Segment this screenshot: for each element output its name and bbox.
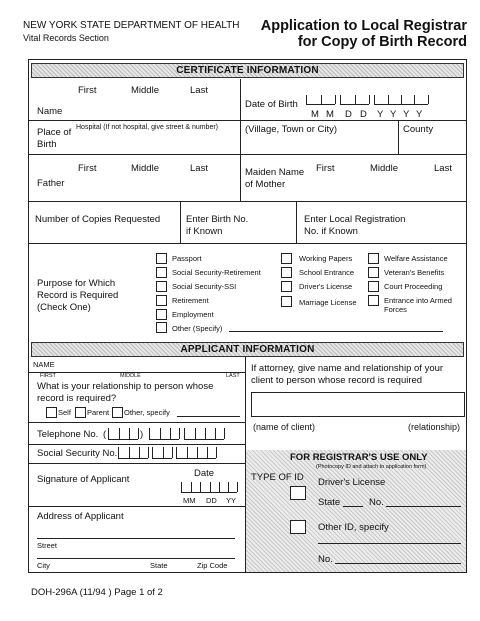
birth-no-label2: if Known (186, 226, 223, 237)
dob-letter-y1: Y (377, 109, 384, 120)
place-of-birth-label: Place of (37, 127, 72, 138)
reg-no2-label: No. (318, 554, 333, 565)
reg-no-label: No. (369, 497, 384, 508)
other-id-line[interactable] (318, 543, 461, 544)
welfare-label: Welfare Assistance (384, 254, 448, 263)
other-id-box[interactable] (290, 520, 306, 534)
dob-letter-d2: D (360, 109, 367, 120)
mother-first-label: First (316, 163, 335, 174)
village-label: (Village, Town or City) (245, 124, 338, 135)
armed-forces-label: Entrance into Armed (384, 296, 452, 305)
veterans-checkbox[interactable] (368, 267, 379, 278)
dob-letter-m2: M (326, 109, 334, 120)
armed-forces-checkbox[interactable] (368, 295, 379, 306)
applicant-name-label: NAME (33, 360, 55, 369)
ssn-part1-boxes[interactable] (118, 447, 148, 459)
sign-date-label: Date (194, 468, 215, 479)
city-line[interactable] (37, 558, 235, 559)
marriage-license-checkbox[interactable] (281, 296, 292, 307)
area-code-boxes[interactable] (108, 428, 138, 440)
cert-middle-label: Middle (131, 85, 159, 96)
reg-no2-line[interactable] (335, 563, 461, 564)
dob-letter-y2: Y (390, 109, 397, 120)
relationship-question2: record is required? (37, 393, 117, 404)
school-entrance-checkbox[interactable] (281, 267, 292, 278)
self-label: Self (58, 408, 71, 417)
reg-no-line[interactable] (386, 506, 461, 507)
applicant-first-label: FIRST (40, 373, 56, 379)
sign-mm-label: MM (183, 496, 196, 505)
ssn-part3-boxes[interactable] (176, 447, 216, 459)
address-label: Address of Applicant (37, 511, 124, 522)
father-first-label: First (78, 163, 97, 174)
armed-forces-label2: Forces (384, 305, 407, 314)
father-label: Father (37, 178, 65, 189)
working-papers-label: Working Papers (299, 254, 353, 263)
tel-prefix-boxes[interactable] (149, 428, 179, 440)
street-label: Street (37, 541, 58, 550)
type-of-id-label: TYPE OF ID (251, 472, 304, 483)
certificate-band: CERTIFICATE INFORMATION (31, 63, 464, 78)
dob-label: Date of Birth (245, 99, 298, 110)
hospital-label: Hospital (If not hospital, give street & number) (76, 124, 219, 131)
agency-name: NEW YORK STATE DEPARTMENT OF HEALTH (23, 20, 240, 31)
other-id-label: Other ID, specify (318, 522, 389, 533)
working-papers-checkbox[interactable] (281, 253, 292, 264)
parent-checkbox[interactable] (75, 407, 86, 418)
dob-day-boxes[interactable] (340, 95, 369, 105)
child-name-label: Name (37, 106, 63, 117)
cert-last-label: Last (190, 85, 208, 96)
place-of-birth-label2: Birth (37, 139, 57, 150)
drivers-license-label: Driver's License (299, 282, 353, 291)
purpose-label2: Record is Required (37, 290, 119, 301)
other-relation-label: Other, specify (124, 408, 170, 417)
school-entrance-label: School Entrance (299, 268, 355, 277)
section-name: Vital Records Section (23, 33, 109, 43)
employment-label: Employment (172, 310, 214, 319)
employment-checkbox[interactable] (156, 309, 167, 320)
sign-yy-label: YY (226, 496, 237, 505)
local-reg-label: Enter Local Registration (304, 214, 406, 225)
attorney-instruction: If attorney, give name and relationship of your (251, 363, 444, 374)
photocopy-note: (Photocopy ID and attach to application form) (316, 464, 427, 470)
client-name-field[interactable] (251, 392, 465, 417)
relationship-question: What is your relationship to person whose (37, 381, 214, 392)
other-purpose-label: Other (Specify) (172, 324, 223, 333)
ss-ssi-checkbox[interactable] (156, 281, 167, 292)
other-relation-line[interactable] (177, 416, 240, 417)
father-last-label: Last (190, 163, 208, 174)
applicant-middle-label: MIDDLE (120, 373, 141, 379)
client-name-label: (name of client) (253, 422, 316, 432)
other-relation-checkbox[interactable] (112, 407, 123, 418)
passport-checkbox[interactable] (156, 253, 167, 264)
copies-label: Number of Copies Requested (35, 214, 161, 225)
ss-retirement-label: Social Security-Retirement (172, 268, 261, 277)
mother-middle-label: Middle (370, 163, 398, 174)
applicant-band: APPLICANT INFORMATION (31, 342, 464, 357)
sign-date-boxes[interactable] (181, 482, 237, 493)
dob-letter-d1: D (345, 109, 352, 120)
cert-first-label: First (78, 85, 97, 96)
self-checkbox[interactable] (46, 407, 57, 418)
court-label: Court Proceeding (384, 282, 443, 291)
other-purpose-line[interactable] (229, 331, 443, 332)
client-relationship-label: (relationship) (408, 422, 461, 432)
reg-state-line[interactable] (343, 506, 363, 507)
marriage-license-label: Marriage License (299, 298, 357, 307)
tel-open-paren: ( (103, 429, 107, 440)
passport-label: Passport (172, 254, 202, 263)
welfare-checkbox[interactable] (368, 253, 379, 264)
reg-drivers-license-label: Driver's License (318, 477, 386, 488)
zip-label: Zip Code (197, 561, 228, 570)
signature-label: Signature of Applicant (37, 474, 130, 485)
veterans-label: Veteran's Benefits (384, 268, 445, 277)
retirement-label: Retirement (172, 296, 209, 305)
reg-state-label: State (318, 497, 341, 508)
telephone-label: Telephone No. (37, 429, 99, 440)
parent-label: Parent (87, 408, 110, 417)
court-checkbox[interactable] (368, 281, 379, 292)
mother-last-label: Last (434, 163, 452, 174)
city-label: City (37, 561, 50, 570)
tel-close-paren: ) (140, 429, 144, 440)
form-id: DOH-296A (11/94 ) Page 1 of 2 (31, 587, 163, 598)
dob-letter-y3: Y (403, 109, 410, 120)
applicant-last-label: LAST (226, 373, 240, 379)
father-middle-label: Middle (131, 163, 159, 174)
ss-retirement-checkbox[interactable] (156, 267, 167, 278)
other-purpose-checkbox[interactable] (156, 322, 167, 333)
sign-dd-label: DD (206, 496, 217, 505)
tel-line-boxes[interactable] (184, 428, 224, 440)
registrar-band: FOR REGISTRAR'S USE ONLY (290, 452, 428, 463)
drivers-license-id-box[interactable] (290, 486, 306, 500)
dob-month-boxes[interactable] (306, 95, 335, 105)
ss-ssi-label: Social Security-SSI (172, 282, 237, 291)
form-title-line1: Application to Local Registrar (260, 18, 467, 34)
ssn-part2-boxes[interactable] (152, 447, 172, 459)
dob-letter-m1: M (311, 109, 319, 120)
ssn-label: Social Security No. (37, 448, 118, 459)
county-label: County (403, 124, 434, 135)
dob-letter-y4: Y (416, 109, 423, 120)
maiden-name-label: Maiden Name (245, 167, 305, 178)
state-label: State (150, 561, 168, 570)
retirement-checkbox[interactable] (156, 295, 167, 306)
street-line[interactable] (37, 538, 235, 539)
birth-no-label: Enter Birth No. (186, 214, 249, 225)
drivers-license-checkbox[interactable] (281, 281, 292, 292)
attorney-instruction2: client to person whose record is required (251, 375, 423, 386)
local-reg-label2: No. if Known (304, 226, 358, 237)
maiden-name-label2: of Mother (245, 179, 286, 190)
dob-year-boxes[interactable] (374, 95, 428, 105)
purpose-label: Purpose for Which (37, 278, 116, 289)
purpose-label3: (Check One) (37, 302, 91, 313)
form-title-line2: for Copy of Birth Record (297, 34, 467, 50)
